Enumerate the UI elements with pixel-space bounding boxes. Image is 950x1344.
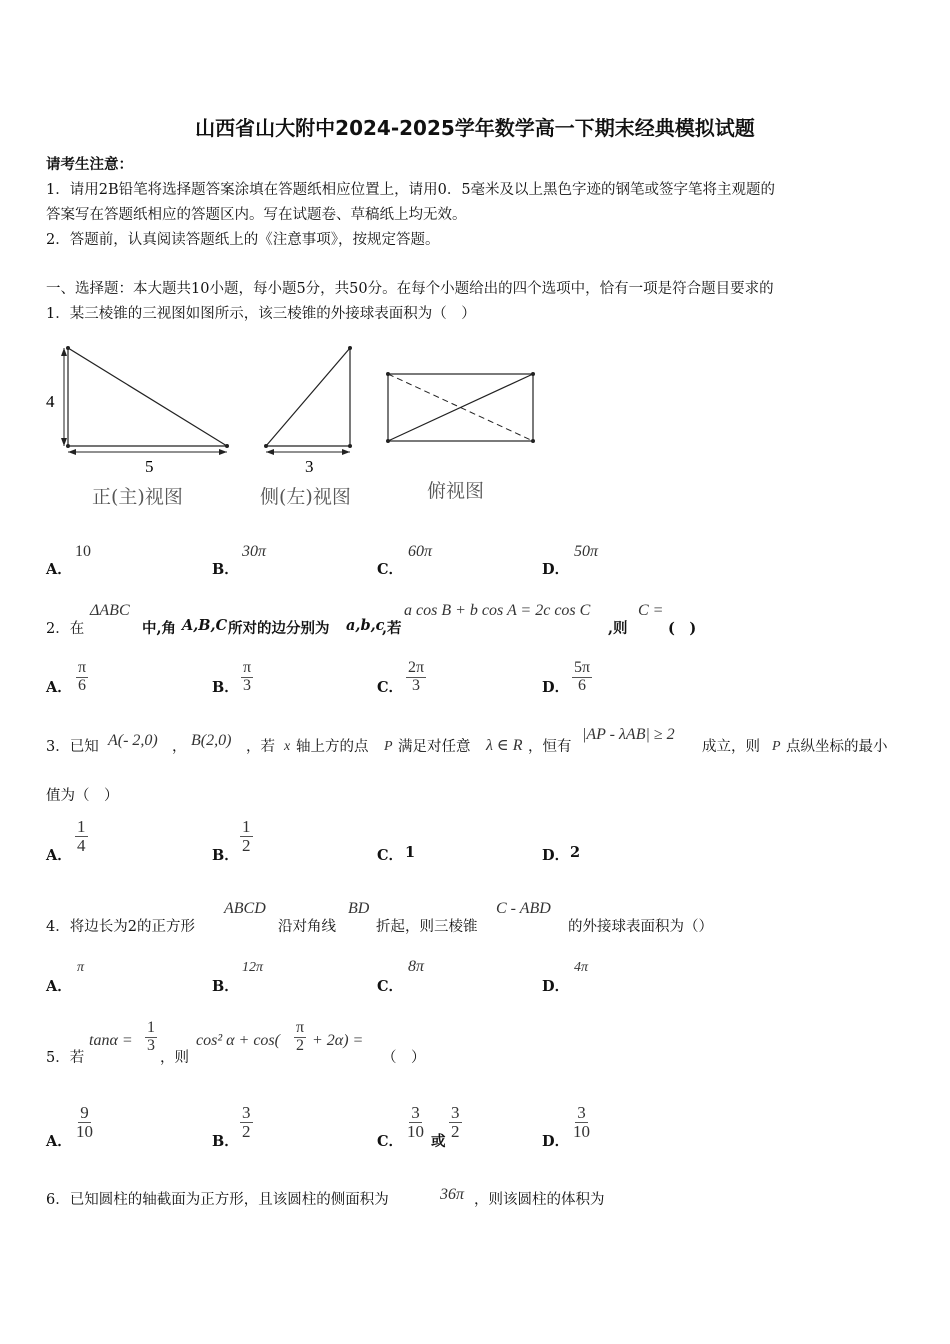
q3-option-b-value: $\frac{1}{2}$ xyxy=(242,817,251,855)
notice-line-2: 2．答题前，认真阅读答题纸上的《注意事项》，按规定答题。 xyxy=(46,232,440,248)
section-heading: 一、选择题：本大题共10小题，每小题5分，共50分。在每个小题给出的四个选项中，恰有一项是符合题目要求的 xyxy=(46,281,774,297)
q4-stem: 4．将边长为2的正方形 ABCD 沿对角线 BD 折起，则三棱锥 C - ABD 的外接球表面积为（） xyxy=(46,900,713,935)
q2-option-a-value: $\frac{\pi}{6}$ xyxy=(78,659,87,694)
q1-option-a-value: 10 xyxy=(75,543,91,560)
q4-option-d-value: 4π xyxy=(574,960,589,975)
q1-option-d-value: 50π xyxy=(574,543,599,560)
q5-stem: 5．若 tanα = $\frac{1}{3}$ ，则 cos² α + cos( $\frac{\pi}{2}$ + 2α) = （ ） xyxy=(46,1019,426,1066)
front-width-label: 5 xyxy=(145,457,154,476)
q5-option-b-value: $\frac{3}{2}$ xyxy=(242,1103,251,1141)
q1-stem: 1．某三棱锥的三视图如图所示，该三棱锥的外接球表面积为（ ） xyxy=(46,306,476,322)
q5-option-a-letter[interactable]: A． xyxy=(46,1133,72,1150)
q2-option-c-letter[interactable]: C． xyxy=(377,679,404,696)
side-view-label: 侧(左)视图 xyxy=(260,486,351,508)
q2-option-c-value: $\frac{2\pi}{3}$ xyxy=(408,659,425,694)
q1-option-b-letter[interactable]: B． xyxy=(212,561,239,578)
q3-option-c-letter[interactable]: C． xyxy=(377,847,404,864)
q2-option-d-letter[interactable]: D． xyxy=(542,679,570,696)
side-view xyxy=(260,346,352,508)
q6-stem: 6．已知圆柱的轴截面为正方形，且该圆柱的侧面积为 36π ，则该圆柱的体积为 xyxy=(46,1186,605,1208)
q3-option-a-value: $\frac{1}{4}$ xyxy=(77,817,86,855)
q3-stem-line-2: 值为（ ） xyxy=(46,788,119,804)
q3-option-c-value: 1 xyxy=(405,844,416,861)
q3-inequality: |AP - λAB| ≥ 2 xyxy=(582,726,675,743)
top-view xyxy=(386,372,535,502)
front-height-label: 4 xyxy=(46,392,55,411)
q4-option-b-letter[interactable]: B． xyxy=(212,978,239,995)
q3-option-a-letter[interactable]: A． xyxy=(46,847,72,864)
q4-option-d-letter[interactable]: D． xyxy=(542,978,570,995)
notice-heading: 请考生注意： xyxy=(46,156,133,173)
q2-stem: 2．在 ΔABC 中,角 A,B,C 所对的边分别为 a,b,c ,若 a cos B + b cos A = 2c cos C ,则 C = ( ) xyxy=(46,602,697,637)
page-title: 山西省山大附中2024-2025学年数学高一下期末经典模拟试题 xyxy=(195,116,755,140)
q1-option-d-letter[interactable]: D． xyxy=(542,561,570,578)
top-view-label: 俯视图 xyxy=(427,480,485,502)
q3-option-b-letter[interactable]: B． xyxy=(212,847,239,864)
front-view xyxy=(46,346,229,508)
q4-option-a-letter[interactable]: A． xyxy=(46,978,72,995)
q5-option-d-value: $\frac{3}{10}$ xyxy=(573,1103,590,1141)
q1-option-c-letter[interactable]: C． xyxy=(377,561,404,578)
side-width-label: 3 xyxy=(305,457,314,476)
q1-option-b-value: 30π xyxy=(242,543,267,560)
q3-option-d-letter[interactable]: D． xyxy=(542,847,570,864)
q2-option-b-value: $\frac{\pi}{3}$ xyxy=(243,659,252,694)
q3-stem: 3．已知 A(- 2,0) ， B(2,0) ，若 x 轴上方的点 P 满足对任意 λ ∈ R ，恒有 |AP - λAB| ≥ 2 成立，则 P 点纵坐标的最小 xyxy=(46,726,888,755)
q4-option-c-letter[interactable]: C． xyxy=(377,978,404,995)
notice-line-1b: 答案写在答题纸相应的答题区内。写在试题卷、草稿纸上均无效。 xyxy=(46,207,467,223)
q2-equation: a cos B + b cos A = 2c cos C xyxy=(404,602,591,619)
q5-option-b-letter[interactable]: B． xyxy=(212,1133,239,1150)
q4-option-c-value: 8π xyxy=(408,958,425,975)
q4-option-a-value: π xyxy=(77,960,85,975)
q2-option-a-letter[interactable]: A． xyxy=(46,679,72,696)
three-view-figure xyxy=(40,335,560,515)
front-view-label: 正(主)视图 xyxy=(92,486,183,508)
notice-line-1: 1．请用2B铅笔将选择题答案涂填在答题纸相应位置上，请用0．5毫米及以上黑色字迹的钢笔或签字笔将主观题的 xyxy=(46,182,776,198)
q4-option-b-value: 12π xyxy=(242,960,264,975)
q1-option-c-value: 60π xyxy=(408,543,433,560)
q1-option-a-letter[interactable]: A． xyxy=(46,561,72,578)
q5-option-c-value: $\frac{3}{10}$ 或 $\frac{3}{2}$ xyxy=(407,1103,460,1150)
q5-option-d-letter[interactable]: D． xyxy=(542,1133,570,1150)
q5-option-c-letter[interactable]: C． xyxy=(377,1133,404,1150)
q5-option-a-value: $\frac{9}{10}$ xyxy=(76,1103,93,1141)
q2-option-d-value: $\frac{5\pi}{6}$ xyxy=(574,659,591,694)
q3-option-d-value: 2 xyxy=(570,844,581,861)
q2-option-b-letter[interactable]: B． xyxy=(212,679,239,696)
